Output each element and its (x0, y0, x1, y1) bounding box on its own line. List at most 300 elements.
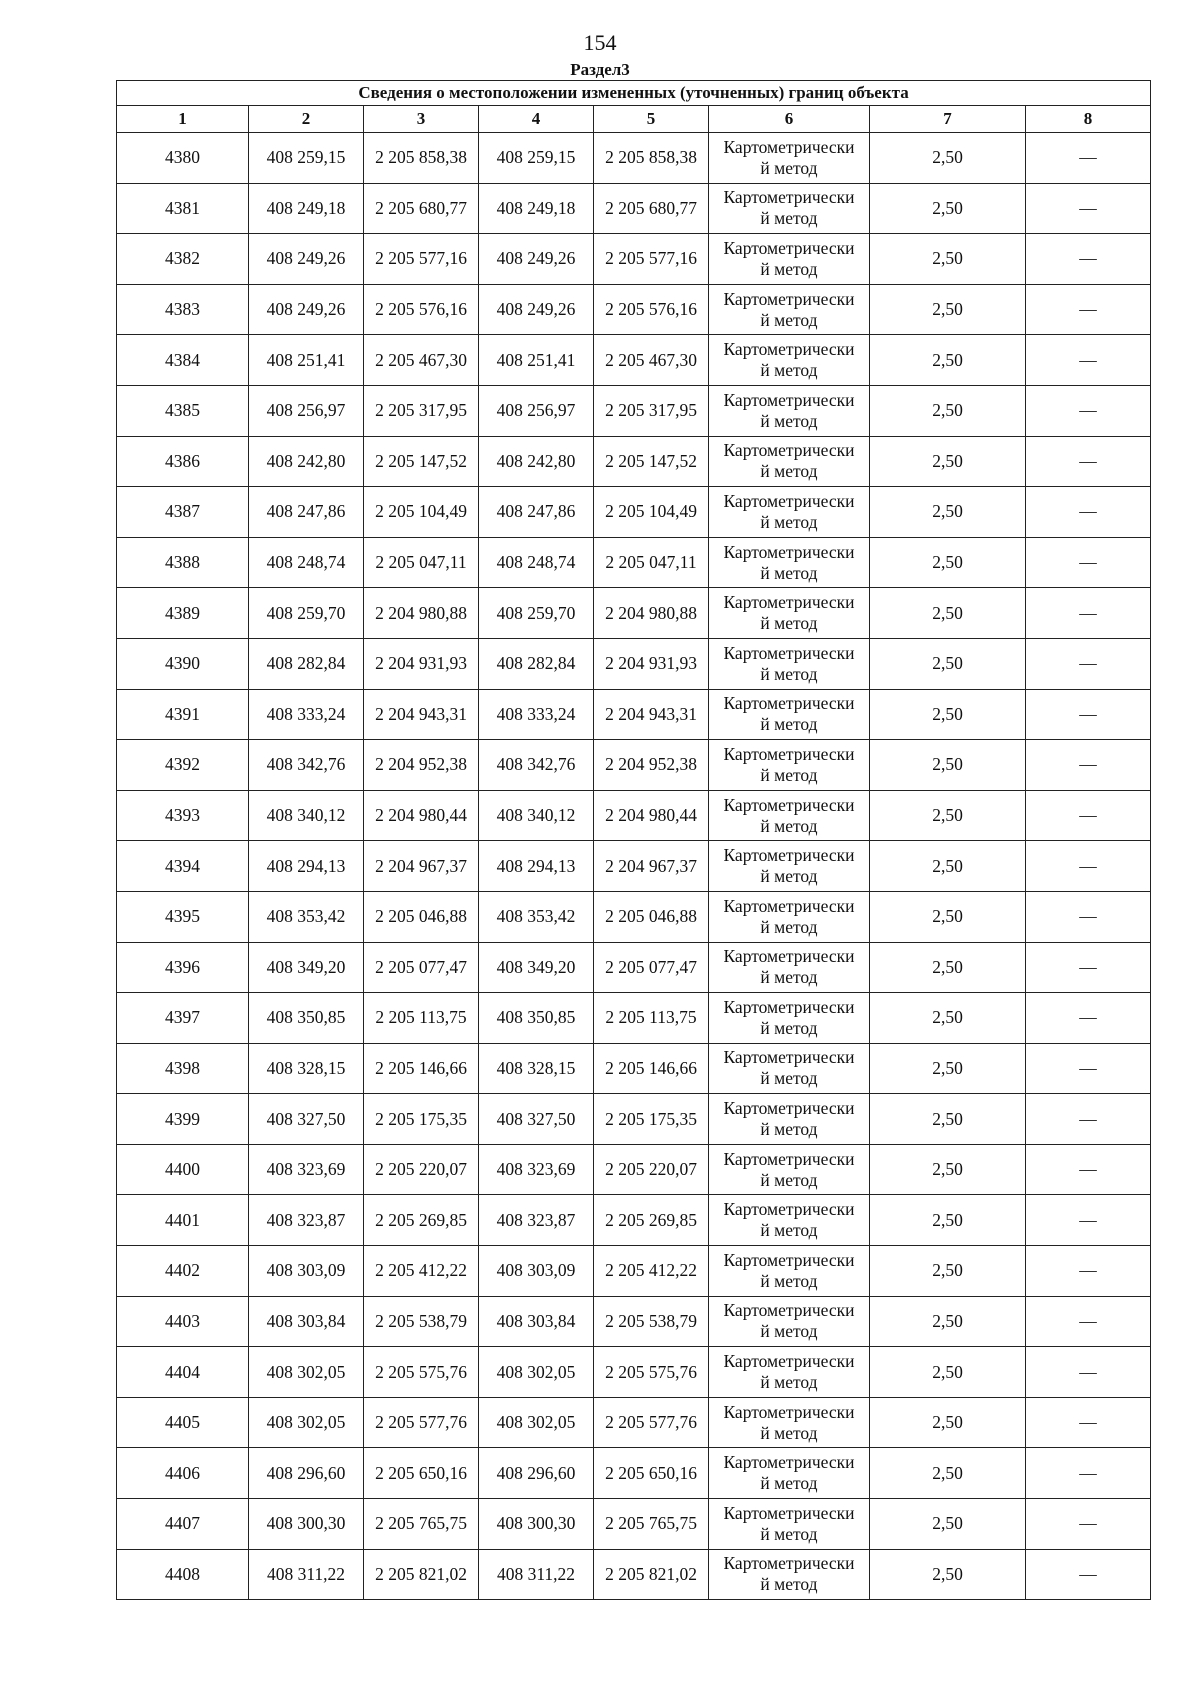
table-row (117, 436, 1151, 487)
x-old-cell: 408 251,41 (249, 335, 364, 386)
y-old-cell: 2 205 077,47 (364, 942, 479, 993)
method-cell (709, 1296, 870, 1347)
method-line-2: й метод (760, 764, 818, 785)
x-new-cell: 408 249,26 (479, 234, 594, 285)
method-line-1: Картометрически (723, 1401, 855, 1422)
method-line-2: й метод (760, 461, 818, 482)
x-old-cell: 408 302,05 (249, 1347, 364, 1398)
method-line-2: й метод (760, 1372, 818, 1393)
x-old-cell: 408 327,50 (249, 1094, 364, 1145)
accuracy-cell: 2,50 (870, 335, 1026, 386)
y-new-cell: 2 204 980,88 (594, 588, 709, 639)
y-old-cell: 2 205 575,76 (364, 1347, 479, 1398)
method-cell (709, 993, 870, 1044)
table-row (117, 234, 1151, 285)
page-number: 154 (583, 30, 617, 55)
x-new-cell: 408 323,69 (479, 1144, 594, 1195)
accuracy-cell: 2,50 (870, 183, 1026, 234)
method-line-2: й метод (760, 1473, 818, 1494)
method-line-1: Картометрически (723, 1300, 855, 1321)
x-new-cell: 408 340,12 (479, 790, 594, 841)
y-old-cell: 2 205 467,30 (364, 335, 479, 386)
method-line-2: й метод (760, 1017, 818, 1038)
method-line-1: Картометрически (723, 845, 855, 866)
method-line-1: Картометрически (723, 1502, 855, 1523)
accuracy-cell: 2,50 (870, 942, 1026, 993)
point-number-cell: 4389 (117, 588, 249, 639)
method-cell (709, 1397, 870, 1448)
method-line-1: Картометрически (723, 1199, 855, 1220)
accuracy-cell: 2,50 (870, 1144, 1026, 1195)
section-title: Раздел3 (570, 60, 630, 79)
column-numbers-row (117, 106, 1151, 133)
method-cell (709, 436, 870, 487)
method-line-2: й метод (760, 1422, 818, 1443)
x-new-cell: 408 333,24 (479, 689, 594, 740)
accuracy-cell: 2,50 (870, 790, 1026, 841)
method-cell (709, 1094, 870, 1145)
table-row (117, 284, 1151, 335)
method-line-1: Картометрически (723, 642, 855, 663)
method-line-1: Картометрически (723, 693, 855, 714)
x-old-cell: 408 259,15 (249, 133, 364, 184)
accuracy-cell: 2,50 (870, 689, 1026, 740)
accuracy-cell: 2,50 (870, 740, 1026, 791)
table-row (117, 1347, 1151, 1398)
x-old-cell: 408 311,22 (249, 1549, 364, 1600)
method-cell (709, 1347, 870, 1398)
x-new-cell: 408 249,26 (479, 284, 594, 335)
accuracy-cell: 2,50 (870, 1549, 1026, 1600)
table-row (117, 1448, 1151, 1499)
column-number-8: 8 (1026, 106, 1151, 133)
method-line-2: й метод (760, 258, 818, 279)
method-line-2: й метод (760, 1119, 818, 1140)
y-new-cell: 2 205 765,75 (594, 1499, 709, 1550)
method-line-1: Картометрически (723, 1047, 855, 1068)
table-row (117, 588, 1151, 639)
table-row (117, 993, 1151, 1044)
description-cell: — (1026, 841, 1151, 892)
x-new-cell: 408 328,15 (479, 1043, 594, 1094)
method-line-1: Картометрически (723, 794, 855, 815)
y-new-cell: 2 205 220,07 (594, 1144, 709, 1195)
point-number-cell: 4395 (117, 891, 249, 942)
method-line-1: Картометрически (723, 592, 855, 613)
method-cell (709, 385, 870, 436)
point-number-cell: 4387 (117, 487, 249, 538)
point-number-cell: 4401 (117, 1195, 249, 1246)
method-line-2: й метод (760, 714, 818, 735)
accuracy-cell: 2,50 (870, 133, 1026, 184)
x-new-cell: 408 353,42 (479, 891, 594, 942)
column-number-5: 5 (594, 106, 709, 133)
x-old-cell: 408 303,09 (249, 1246, 364, 1297)
method-line-2: й метод (760, 309, 818, 330)
table-row (117, 891, 1151, 942)
method-line-2: й метод (760, 866, 818, 887)
y-new-cell: 2 204 967,37 (594, 841, 709, 892)
y-new-cell: 2 205 650,16 (594, 1448, 709, 1499)
method-line-1: Картометрически (723, 1148, 855, 1169)
method-cell (709, 1144, 870, 1195)
x-old-cell: 408 300,30 (249, 1499, 364, 1550)
x-old-cell: 408 328,15 (249, 1043, 364, 1094)
y-old-cell: 2 204 980,88 (364, 588, 479, 639)
description-cell: — (1026, 1499, 1151, 1550)
y-new-cell: 2 205 104,49 (594, 487, 709, 538)
accuracy-cell: 2,50 (870, 1043, 1026, 1094)
y-old-cell: 2 205 650,16 (364, 1448, 479, 1499)
table-row (117, 1397, 1151, 1448)
method-cell (709, 841, 870, 892)
table-row (117, 1296, 1151, 1347)
y-old-cell: 2 205 175,35 (364, 1094, 479, 1145)
y-old-cell: 2 205 220,07 (364, 1144, 479, 1195)
method-cell (709, 891, 870, 942)
description-cell: — (1026, 1397, 1151, 1448)
table-caption: Сведения о местоположении измененных (уточненных) границ объекта (117, 81, 1151, 106)
point-number-cell: 4393 (117, 790, 249, 841)
method-line-2: й метод (760, 157, 818, 178)
x-new-cell: 408 300,30 (479, 1499, 594, 1550)
point-number-cell: 4404 (117, 1347, 249, 1398)
description-cell: — (1026, 183, 1151, 234)
description-cell: — (1026, 1347, 1151, 1398)
method-line-1: Картометрически (723, 1452, 855, 1473)
x-old-cell: 408 249,26 (249, 234, 364, 285)
y-new-cell: 2 205 538,79 (594, 1296, 709, 1347)
y-old-cell: 2 204 980,44 (364, 790, 479, 841)
table-row (117, 537, 1151, 588)
x-new-cell: 408 323,87 (479, 1195, 594, 1246)
x-new-cell: 408 302,05 (479, 1397, 594, 1448)
method-line-2: й метод (760, 1523, 818, 1544)
accuracy-cell: 2,50 (870, 234, 1026, 285)
method-line-1: Картометрически (723, 996, 855, 1017)
x-old-cell: 408 302,05 (249, 1397, 364, 1448)
accuracy-cell: 2,50 (870, 537, 1026, 588)
accuracy-cell: 2,50 (870, 1296, 1026, 1347)
description-cell: — (1026, 1246, 1151, 1297)
y-old-cell: 2 205 538,79 (364, 1296, 479, 1347)
description-cell: — (1026, 1094, 1151, 1145)
x-new-cell: 408 349,20 (479, 942, 594, 993)
point-number-cell: 4383 (117, 284, 249, 335)
method-line-2: й метод (760, 562, 818, 583)
accuracy-cell: 2,50 (870, 1347, 1026, 1398)
table-row (117, 1499, 1151, 1550)
method-line-2: й метод (760, 208, 818, 229)
table-row (117, 841, 1151, 892)
y-new-cell: 2 205 147,52 (594, 436, 709, 487)
y-new-cell: 2 205 821,02 (594, 1549, 709, 1600)
point-number-cell: 4403 (117, 1296, 249, 1347)
description-cell: — (1026, 588, 1151, 639)
y-new-cell: 2 205 412,22 (594, 1246, 709, 1297)
description-cell: — (1026, 1043, 1151, 1094)
x-new-cell: 408 259,70 (479, 588, 594, 639)
x-old-cell: 408 256,97 (249, 385, 364, 436)
method-cell (709, 335, 870, 386)
method-line-1: Картометрически (723, 1249, 855, 1270)
x-old-cell: 408 247,86 (249, 487, 364, 538)
y-old-cell: 2 205 577,76 (364, 1397, 479, 1448)
point-number-cell: 4407 (117, 1499, 249, 1550)
description-cell: — (1026, 234, 1151, 285)
column-number-6: 6 (709, 106, 870, 133)
y-new-cell: 2 205 467,30 (594, 335, 709, 386)
point-number-cell: 4384 (117, 335, 249, 386)
x-old-cell: 408 349,20 (249, 942, 364, 993)
x-new-cell: 408 327,50 (479, 1094, 594, 1145)
accuracy-cell: 2,50 (870, 1195, 1026, 1246)
x-new-cell: 408 303,09 (479, 1246, 594, 1297)
y-old-cell: 2 205 147,52 (364, 436, 479, 487)
table-row (117, 790, 1151, 841)
x-new-cell: 408 311,22 (479, 1549, 594, 1600)
method-line-2: й метод (760, 815, 818, 836)
x-new-cell: 408 303,84 (479, 1296, 594, 1347)
x-old-cell: 408 323,69 (249, 1144, 364, 1195)
method-cell (709, 1499, 870, 1550)
x-old-cell: 408 303,84 (249, 1296, 364, 1347)
table-row (117, 1246, 1151, 1297)
x-new-cell: 408 247,86 (479, 487, 594, 538)
accuracy-cell: 2,50 (870, 284, 1026, 335)
x-new-cell: 408 302,05 (479, 1347, 594, 1398)
y-new-cell: 2 205 680,77 (594, 183, 709, 234)
accuracy-cell: 2,50 (870, 487, 1026, 538)
method-line-1: Картометрически (723, 389, 855, 410)
accuracy-cell: 2,50 (870, 588, 1026, 639)
point-number-cell: 4388 (117, 537, 249, 588)
x-new-cell: 408 249,18 (479, 183, 594, 234)
point-number-cell: 4390 (117, 638, 249, 689)
method-line-1: Картометрически (723, 440, 855, 461)
x-new-cell: 408 251,41 (479, 335, 594, 386)
method-cell (709, 234, 870, 285)
method-line-2: й метод (760, 916, 818, 937)
x-new-cell: 408 342,76 (479, 740, 594, 791)
description-cell: — (1026, 1549, 1151, 1600)
method-line-1: Картометрически (723, 1098, 855, 1119)
y-new-cell: 2 205 046,88 (594, 891, 709, 942)
point-number-cell: 4381 (117, 183, 249, 234)
method-cell (709, 1448, 870, 1499)
method-line-1: Картометрически (723, 339, 855, 360)
method-line-2: й метод (760, 1068, 818, 1089)
point-number-cell: 4394 (117, 841, 249, 892)
x-old-cell: 408 353,42 (249, 891, 364, 942)
method-line-2: й метод (760, 410, 818, 431)
point-number-cell: 4397 (117, 993, 249, 1044)
table-row (117, 1195, 1151, 1246)
method-line-2: й метод (760, 1574, 818, 1595)
method-cell (709, 133, 870, 184)
description-cell: — (1026, 284, 1151, 335)
y-new-cell: 2 205 077,47 (594, 942, 709, 993)
x-old-cell: 408 248,74 (249, 537, 364, 588)
point-number-cell: 4408 (117, 1549, 249, 1600)
description-cell: — (1026, 993, 1151, 1044)
y-old-cell: 2 205 576,16 (364, 284, 479, 335)
y-old-cell: 2 205 047,11 (364, 537, 479, 588)
point-number-cell: 4391 (117, 689, 249, 740)
point-number-cell: 4380 (117, 133, 249, 184)
table-row (117, 1549, 1151, 1600)
method-line-1: Картометрически (723, 895, 855, 916)
method-line-1: Картометрически (723, 237, 855, 258)
y-old-cell: 2 205 765,75 (364, 1499, 479, 1550)
method-line-2: й метод (760, 1169, 818, 1190)
column-number-7: 7 (870, 106, 1026, 133)
method-line-1: Картометрически (723, 541, 855, 562)
x-old-cell: 408 340,12 (249, 790, 364, 841)
method-line-2: й метод (760, 511, 818, 532)
x-new-cell: 408 294,13 (479, 841, 594, 892)
accuracy-cell: 2,50 (870, 638, 1026, 689)
accuracy-cell: 2,50 (870, 385, 1026, 436)
x-old-cell: 408 249,18 (249, 183, 364, 234)
y-new-cell: 2 205 175,35 (594, 1094, 709, 1145)
description-cell: — (1026, 436, 1151, 487)
table-row (117, 183, 1151, 234)
y-new-cell: 2 205 577,16 (594, 234, 709, 285)
y-new-cell: 2 205 575,76 (594, 1347, 709, 1398)
x-old-cell: 408 249,26 (249, 284, 364, 335)
x-old-cell: 408 350,85 (249, 993, 364, 1044)
table-row (117, 385, 1151, 436)
method-cell (709, 183, 870, 234)
y-new-cell: 2 205 146,66 (594, 1043, 709, 1094)
y-new-cell: 2 205 576,16 (594, 284, 709, 335)
x-old-cell: 408 294,13 (249, 841, 364, 892)
x-new-cell: 408 256,97 (479, 385, 594, 436)
method-line-1: Картометрически (723, 288, 855, 309)
method-line-2: й метод (760, 613, 818, 634)
description-cell: — (1026, 537, 1151, 588)
method-cell (709, 284, 870, 335)
x-new-cell: 408 259,15 (479, 133, 594, 184)
description-cell: — (1026, 1448, 1151, 1499)
description-cell: — (1026, 942, 1151, 993)
point-number-cell: 4385 (117, 385, 249, 436)
description-cell: — (1026, 638, 1151, 689)
method-line-1: Картометрически (723, 490, 855, 511)
y-old-cell: 2 205 680,77 (364, 183, 479, 234)
x-old-cell: 408 323,87 (249, 1195, 364, 1246)
table-row (117, 689, 1151, 740)
y-old-cell: 2 204 943,31 (364, 689, 479, 740)
point-number-cell: 4405 (117, 1397, 249, 1448)
y-old-cell: 2 205 113,75 (364, 993, 479, 1044)
y-old-cell: 2 205 269,85 (364, 1195, 479, 1246)
method-cell (709, 1549, 870, 1600)
x-new-cell: 408 248,74 (479, 537, 594, 588)
point-number-cell: 4399 (117, 1094, 249, 1145)
y-old-cell: 2 205 046,88 (364, 891, 479, 942)
y-new-cell: 2 205 269,85 (594, 1195, 709, 1246)
method-line-1: Картометрически (723, 946, 855, 967)
description-cell: — (1026, 740, 1151, 791)
method-cell (709, 487, 870, 538)
y-new-cell: 2 205 577,76 (594, 1397, 709, 1448)
x-new-cell: 408 350,85 (479, 993, 594, 1044)
method-cell (709, 1043, 870, 1094)
description-cell: — (1026, 1195, 1151, 1246)
method-cell (709, 638, 870, 689)
method-line-2: й метод (760, 1270, 818, 1291)
method-cell (709, 537, 870, 588)
description-cell: — (1026, 487, 1151, 538)
y-old-cell: 2 205 577,16 (364, 234, 479, 285)
y-old-cell: 2 204 931,93 (364, 638, 479, 689)
y-new-cell: 2 205 047,11 (594, 537, 709, 588)
y-old-cell: 2 205 858,38 (364, 133, 479, 184)
method-line-2: й метод (760, 1321, 818, 1342)
method-line-1: Картометрически (723, 1553, 855, 1574)
accuracy-cell: 2,50 (870, 1246, 1026, 1297)
description-cell: — (1026, 133, 1151, 184)
coordinates-table (116, 80, 1151, 1600)
y-old-cell: 2 205 146,66 (364, 1043, 479, 1094)
point-number-cell: 4396 (117, 942, 249, 993)
method-line-2: й метод (760, 360, 818, 381)
table-row (117, 740, 1151, 791)
column-number-2: 2 (249, 106, 364, 133)
method-cell (709, 740, 870, 791)
y-old-cell: 2 205 317,95 (364, 385, 479, 436)
column-number-3: 3 (364, 106, 479, 133)
y-new-cell: 2 204 980,44 (594, 790, 709, 841)
x-old-cell: 408 342,76 (249, 740, 364, 791)
point-number-cell: 4392 (117, 740, 249, 791)
table-row (117, 133, 1151, 184)
y-old-cell: 2 205 821,02 (364, 1549, 479, 1600)
table-row (117, 487, 1151, 538)
x-old-cell: 408 296,60 (249, 1448, 364, 1499)
x-old-cell: 408 259,70 (249, 588, 364, 639)
method-line-1: Картометрически (723, 1351, 855, 1372)
accuracy-cell: 2,50 (870, 993, 1026, 1044)
method-cell (709, 1246, 870, 1297)
y-new-cell: 2 205 317,95 (594, 385, 709, 436)
method-line-1: Картометрически (723, 187, 855, 208)
method-cell (709, 1195, 870, 1246)
table-row (117, 1094, 1151, 1145)
y-old-cell: 2 204 967,37 (364, 841, 479, 892)
point-number-cell: 4402 (117, 1246, 249, 1297)
method-line-2: й метод (760, 663, 818, 684)
x-old-cell: 408 333,24 (249, 689, 364, 740)
description-cell: — (1026, 790, 1151, 841)
y-new-cell: 2 205 858,38 (594, 133, 709, 184)
table-body (117, 133, 1151, 1600)
method-line-1: Картометрически (723, 136, 855, 157)
x-old-cell: 408 242,80 (249, 436, 364, 487)
table-row (117, 942, 1151, 993)
table-row (117, 335, 1151, 386)
point-number-cell: 4386 (117, 436, 249, 487)
accuracy-cell: 2,50 (870, 841, 1026, 892)
method-cell (709, 790, 870, 841)
point-number-cell: 4406 (117, 1448, 249, 1499)
y-new-cell: 2 205 113,75 (594, 993, 709, 1044)
column-number-1: 1 (117, 106, 249, 133)
accuracy-cell: 2,50 (870, 1094, 1026, 1145)
column-number-4: 4 (479, 106, 594, 133)
